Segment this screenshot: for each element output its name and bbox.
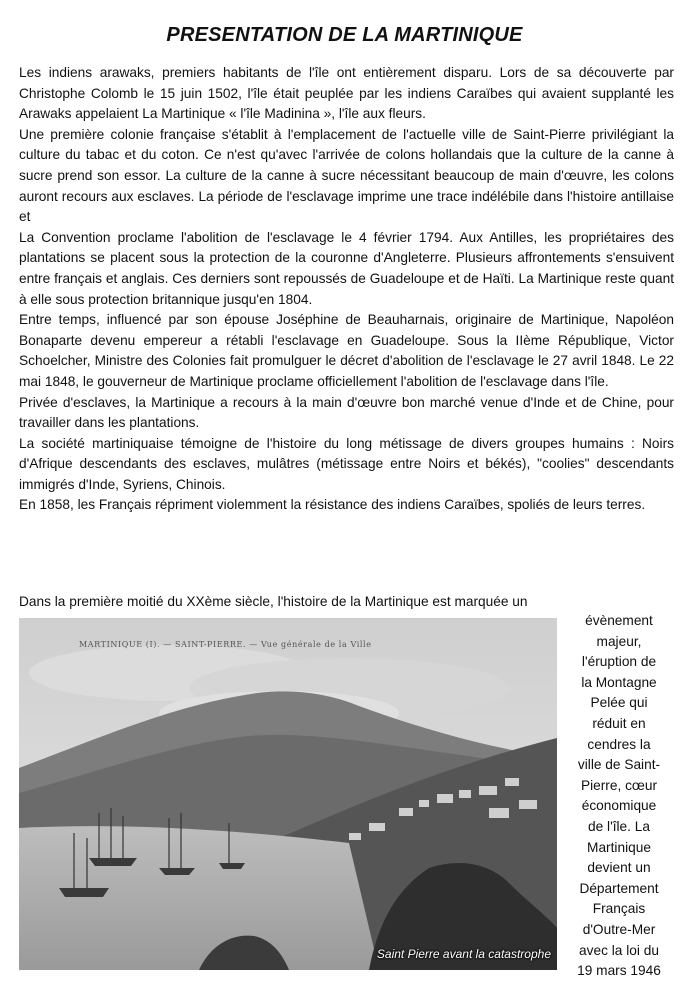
side-line: Département <box>579 880 659 896</box>
page-title: PRESENTATION DE LA MARTINIQUE <box>166 24 523 46</box>
side-line: devient un <box>587 860 651 876</box>
article-body <box>19 63 674 516</box>
paragraph: En 1858, les Français répriment violemment la résistance des indiens Caraïbes, spoliés de leurs terres. <box>19 497 646 513</box>
side-line: d'Outre-Mer <box>582 921 656 937</box>
paragraph: Les indiens arawaks, premiers habitants de l'île ont entièrement disparu. Lors de sa découverte par Christophe Colomb le 15 juin 1502, l'île était peuplée par les indiens Caraïbes qui avaient supplanté les Arawaks appelaient La Martinique « l'île Madinina », l'île aux fleurs. <box>19 65 674 122</box>
side-line: la Montagne <box>581 674 657 690</box>
paragraph: La Convention proclame l'abolition de l'esclavage le 4 février 1794. Aux Antilles, les propriétaires des plantations se placent sous la protection de la couronne d'Angleterre. Plusieurs affrontements s'ensuivent entre français et anglais. Ces derniers sont repoussés de Guadeloupe et de Haïti. La Martinique reste quant à elle sous protection britannique jusqu'en 1804. <box>19 229 674 307</box>
side-line: Français <box>592 901 646 917</box>
saint-pierre-illustration <box>19 618 557 970</box>
photo-caption: Saint Pierre avant la catastrophe <box>376 947 551 961</box>
side-line: Martinique <box>587 839 651 855</box>
side-line: majeur, <box>596 633 642 649</box>
paragraph: La société martiniquaise témoigne de l'histoire du long métissage de divers groupes humains : Noirs d'Afrique descendants des esclaves, mulâtres (métissage entre Noirs et békés), "coolies" descendants immigrés d'Inde, Syriens, Chinois. <box>19 435 674 492</box>
side-line: réduit en <box>592 715 646 731</box>
paragraph: Une première colonie française s'établit à l'emplacement de l'actuelle ville de Saint-Pierre privilégiant la culture du tabac et du coton. Ce n'est qu'avec l'arrivée de colons hollandais que la culture de la canne à sucre prend son essor. La culture de la canne à sucre nécessitant beaucoup de main d'œuvre, les colons auront recours aux esclaves. La période de l'esclavage imprime une trace indélébile dans l'histoire antillaise et <box>19 126 674 225</box>
side-line: Pelée qui <box>590 695 648 711</box>
side-line: avec la loi du <box>579 942 659 958</box>
paragraph: Entre temps, influencé par son épouse Joséphine de Beauharnais, originaire de Martinique, Napoléon Bonaparte devenu empereur a rétabli l'esclavage en Guadeloupe. Sous la IIème République, Victor Schoelcher, Ministre des Colonies fait promulguer le décret d'abolition de l'esclavage le 27 avril 1848. Le 22 mai 1848, le gouverneur de Martinique proclame officiellement l'abolition de l'esclavage dans l'île. <box>19 312 674 389</box>
side-line: 19 mars 1946 <box>577 963 661 979</box>
side-line: Pierre, cœur <box>580 777 658 793</box>
saint-pierre-photo <box>19 618 557 970</box>
photo-header: MARTINIQUE (I). — SAINT-PIERRE. — Vue générale de la Ville <box>79 640 372 649</box>
side-line: économique <box>581 798 657 814</box>
paragraph: Privée d'esclaves, la Martinique a recours à la main d'œuvre bon marché venue d'Inde et de Chine, pour travailler dans les plantations. <box>19 394 674 431</box>
side-line: ville de Saint- <box>577 757 661 773</box>
side-line: l'éruption de <box>581 654 657 670</box>
side-line: cendres la <box>587 736 651 752</box>
paragraph-intro-eruption: Dans la première moitié du XXème siècle, l'histoire de la Martinique est marquée un <box>19 594 528 609</box>
side-line: de l'île. La <box>588 818 650 834</box>
side-line: évènement <box>585 613 653 628</box>
side-column-text <box>563 611 675 982</box>
